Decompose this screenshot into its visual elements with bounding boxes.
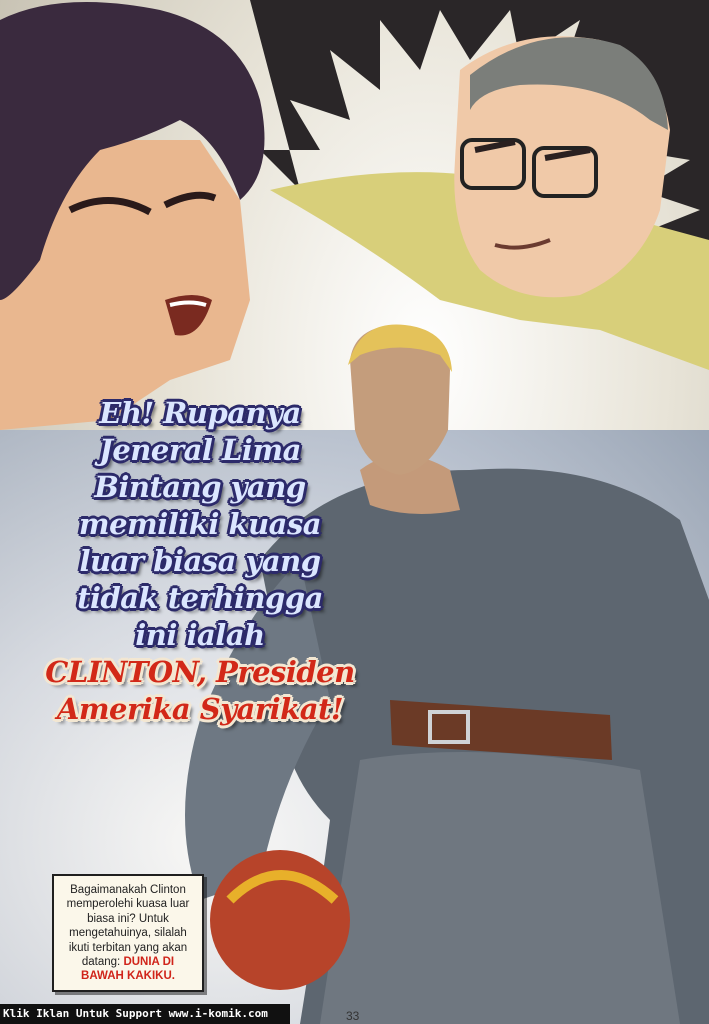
caption-last-line: Amerika Syarikat! [56, 692, 344, 726]
caption-line: ini ialah [135, 618, 265, 652]
caption-line: memiliki kuasa [78, 507, 322, 541]
caption-name: CLINTON [45, 655, 197, 689]
caption-line: Bintang yang [94, 470, 306, 504]
promo-text: Bagaimanakah Clinton memperolehi kuasa luar biasa ini? Untuk mengetahuinya, silalah ikuti terbitan yang akan datang: [66, 884, 190, 969]
speech-caption [40, 395, 360, 728]
caption-line: tidak terhingga [77, 581, 323, 615]
caption-after-name: , Presiden [196, 655, 355, 689]
caption-name-line [40, 654, 360, 691]
angry-man-illustration [0, 2, 265, 430]
caption-line: Jeneral Lima [99, 433, 301, 467]
page-number: 33 [346, 1009, 360, 1023]
site-footer-link[interactable]: Klik Iklan Untuk Support www.i-komik.com [0, 1004, 290, 1024]
next-issue-promo-box [52, 874, 204, 992]
caption-line: luar biasa yang [79, 544, 321, 578]
caption-line: Eh! Rupanya [99, 396, 301, 430]
promo-highlight: DUNIA DI BAWAH KAKIKU. [81, 956, 175, 983]
